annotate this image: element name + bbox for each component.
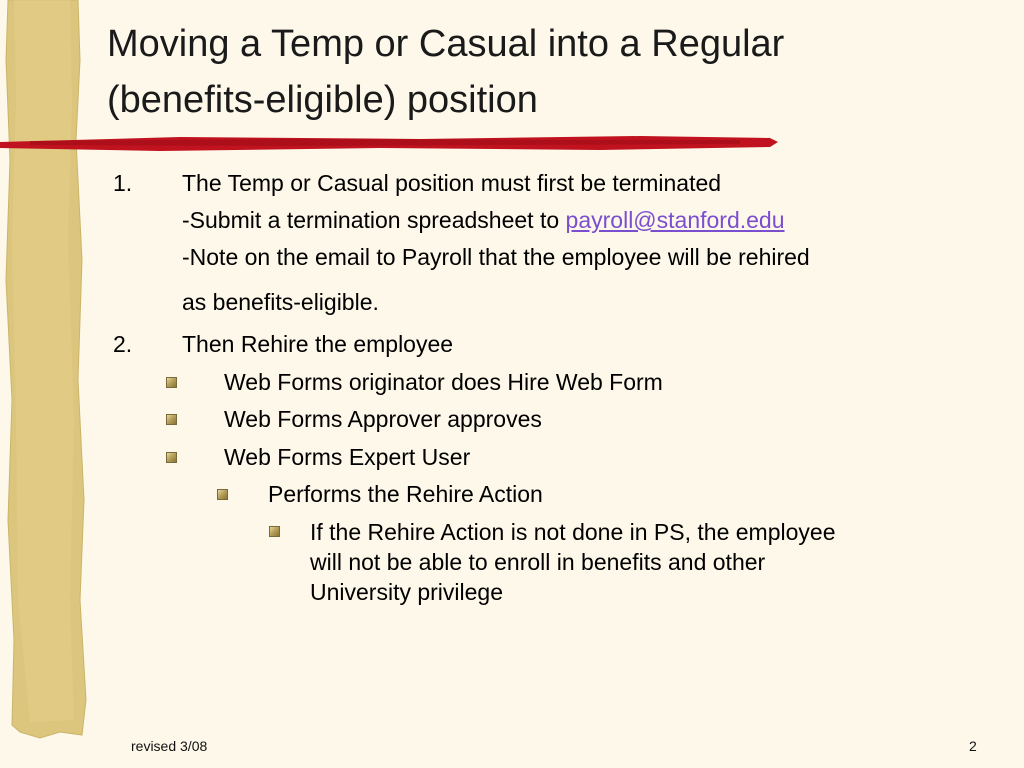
list-item-2-text: Then Rehire the employee — [182, 331, 454, 357]
list-number-1: 1. — [113, 170, 133, 196]
rehire-note-line-1: -Note on the email to Payroll that the employee will be rehired — [182, 244, 810, 270]
list-item-1-text: The Temp or Casual position must first be terminated — [182, 170, 722, 196]
termination-instruction-text: -Submit a termination spreadsheet to — [182, 207, 566, 233]
square-bullet-icon — [166, 414, 177, 425]
square-bullet-icon — [166, 452, 177, 463]
sub-bullet-item: Performs the Rehire Action — [268, 481, 543, 507]
sub-sub-bullet-line-2: will not be able to enroll in benefits and other — [310, 549, 766, 575]
page-number: 2 — [969, 738, 977, 754]
payroll-email-link[interactable]: payroll@stanford.edu — [565, 207, 785, 233]
termination-instruction — [182, 206, 785, 234]
slide-title-line-2: (benefits-eligible) position — [107, 79, 538, 121]
sub-sub-bullet-line-3: University privilege — [310, 579, 504, 605]
bullet-item: Web Forms Approver approves — [224, 406, 542, 432]
square-bullet-icon — [166, 377, 177, 388]
sub-sub-bullet-line-1: If the Rehire Action is not done in PS, the employee — [310, 519, 836, 545]
square-bullet-icon — [269, 526, 280, 537]
title-underline-rule — [0, 128, 780, 158]
rehire-note-line-2: as benefits-eligible. — [182, 289, 379, 315]
revision-date: revised 3/08 — [131, 738, 208, 754]
slide-title-line-1: Moving a Temp or Casual into a Regular — [107, 23, 785, 65]
square-bullet-icon — [217, 489, 228, 500]
bullet-item: Web Forms originator does Hire Web Form — [224, 369, 663, 395]
parchment-scroll-decoration — [0, 0, 100, 768]
bullet-item: Web Forms Expert User — [224, 444, 471, 470]
list-number-2: 2. — [113, 331, 133, 357]
